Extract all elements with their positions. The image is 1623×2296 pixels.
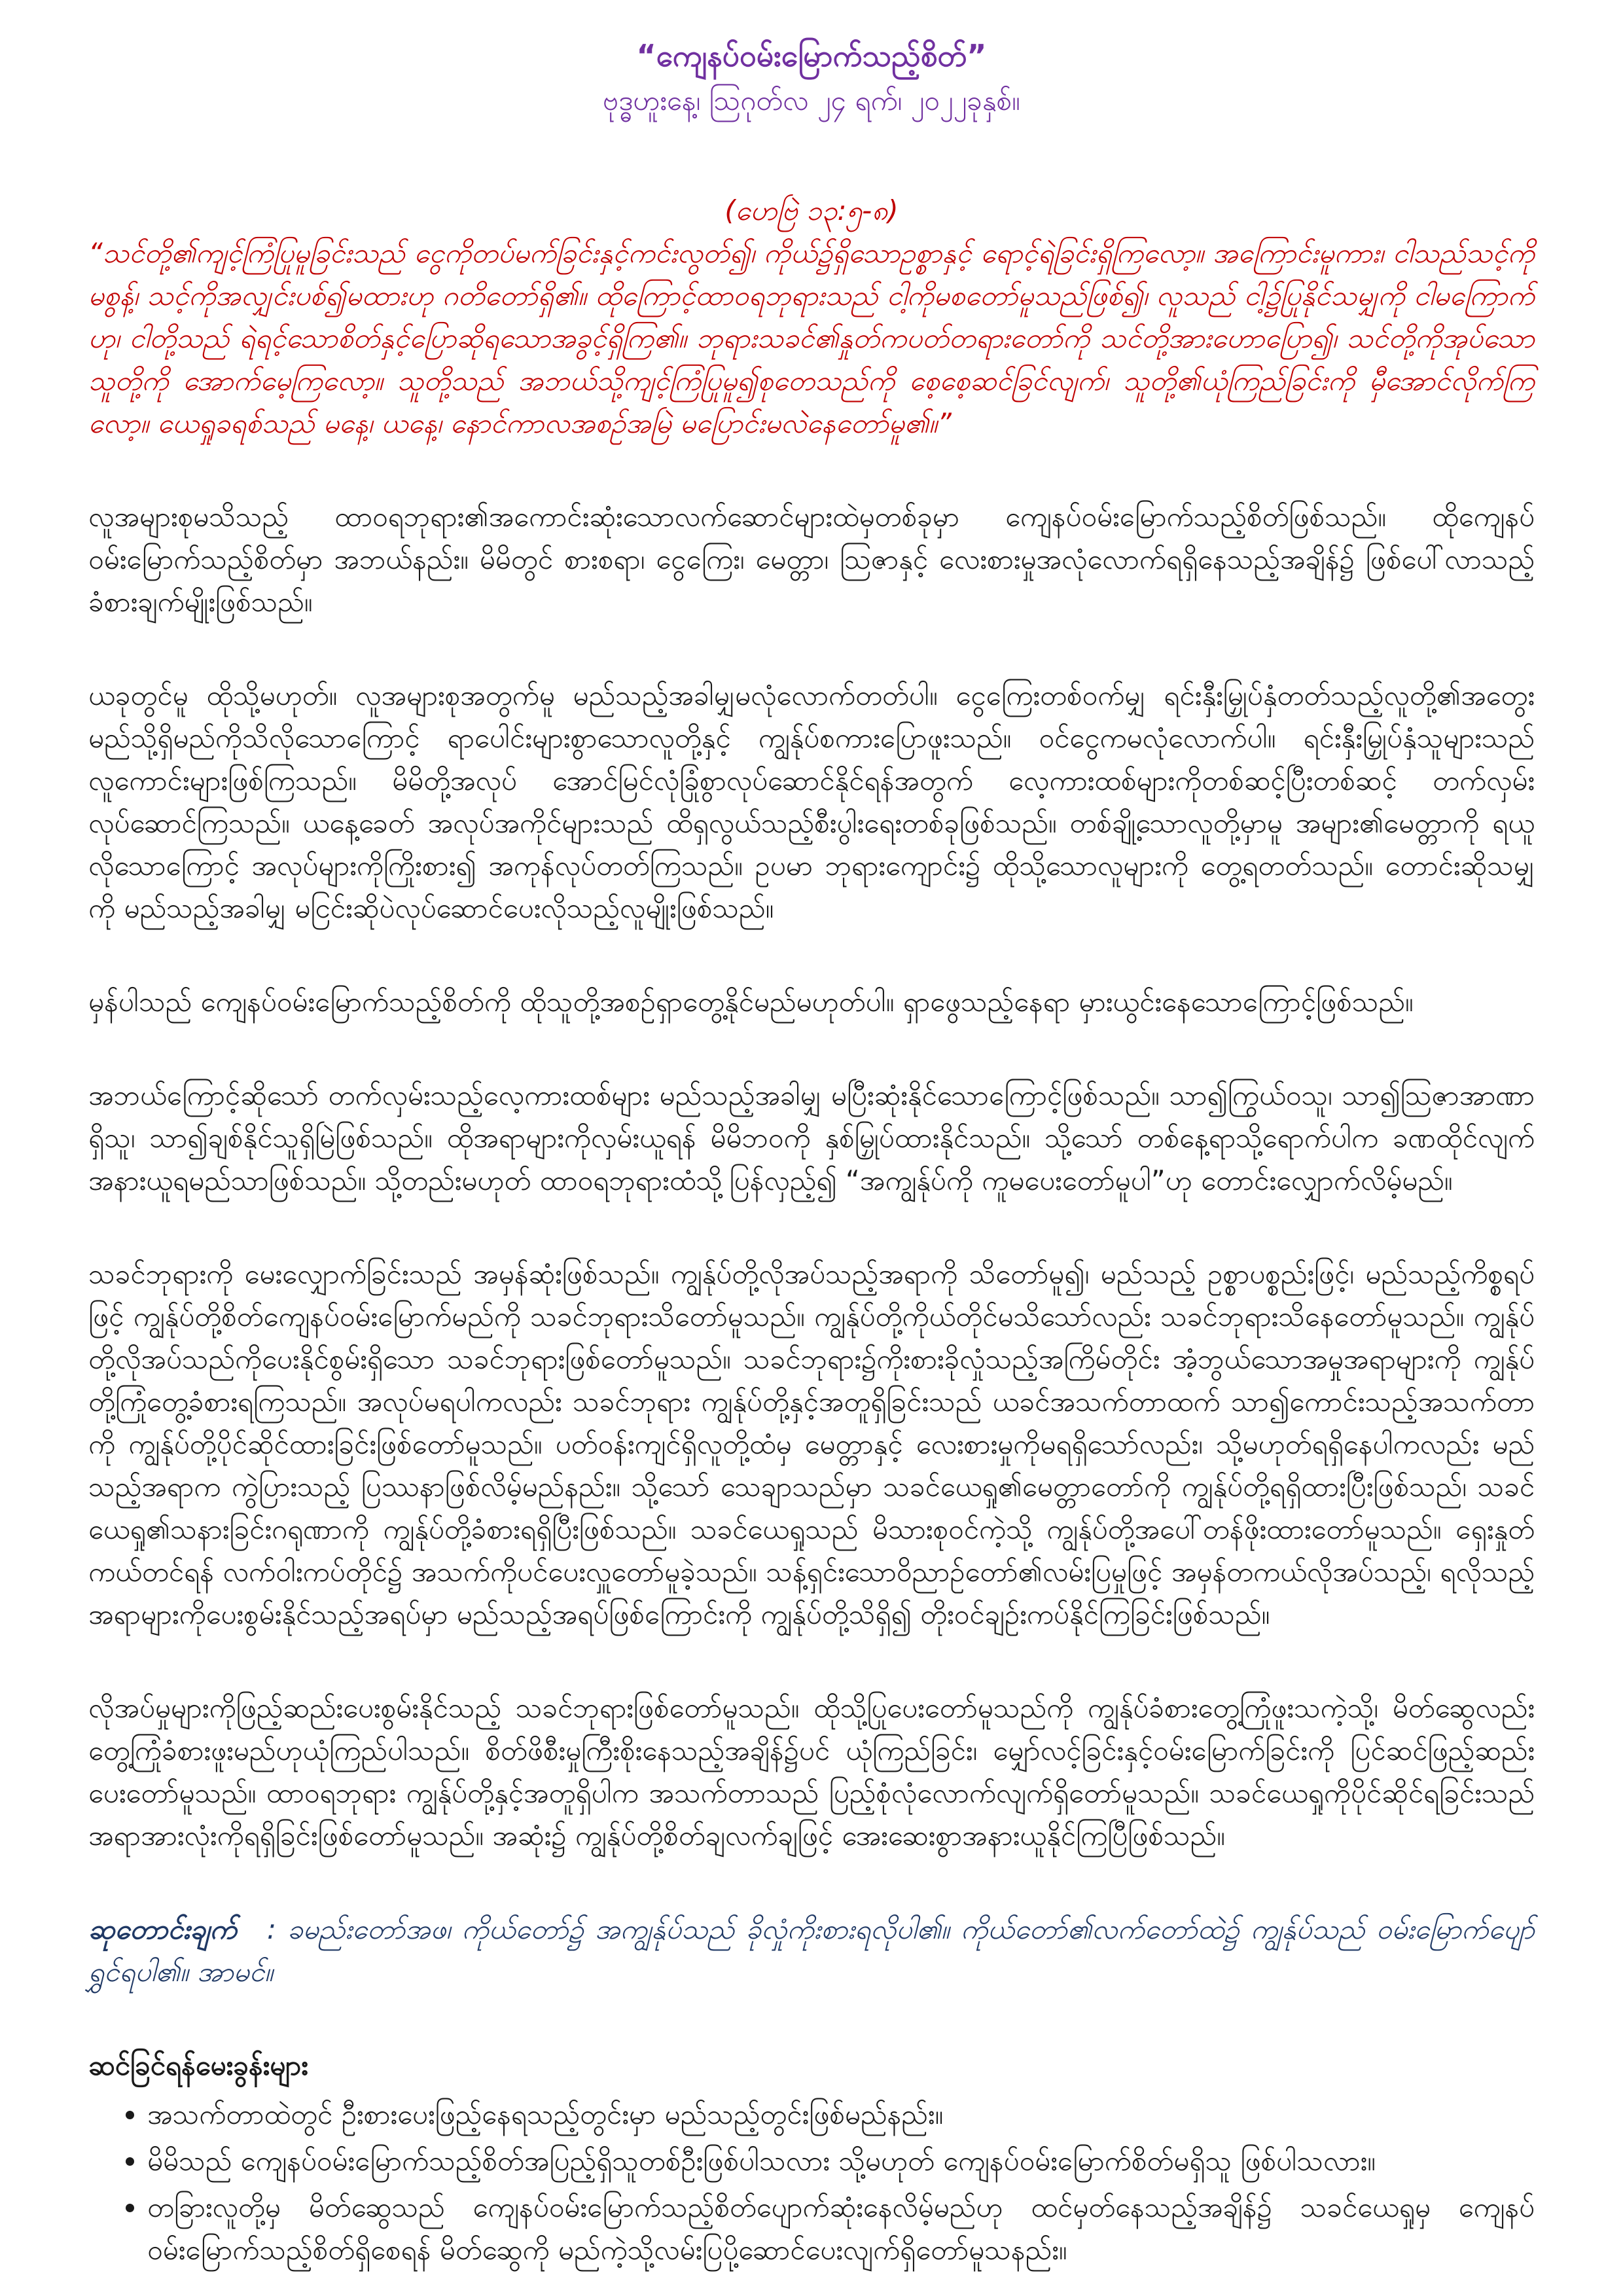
prayer-section bbox=[88, 1908, 1535, 1993]
spacer bbox=[88, 623, 1535, 674]
devotional-page bbox=[88, 33, 1535, 2275]
spacer bbox=[88, 1636, 1535, 1687]
devotional-title: “ကျေနပ်ဝမ်းမြောက်သည့်စိတ်” bbox=[636, 38, 987, 73]
spacer bbox=[88, 1202, 1535, 1253]
spacer bbox=[88, 1857, 1535, 1908]
spacer bbox=[88, 1023, 1535, 1074]
list-item: • တခြားလူတို့မှ မိတ်ဆွေသည် ကျေနပ်ဝမ်းမြောက်သည့်စိတ်ပျောက်ဆုံးနေလိမ့်မည်ဟု ထင်မှတ်နေသည့်အချိန်၌ သခင်ယေရှုမှ ကျေနပ်ဝမ်းမြောက်သည့်စိတ်ရှိစေရန် မိတ်ဆွေကို မည်ကဲ့သို့လမ်းပြပို့ဆောင်ပေးလျက်ရှိတော်မူသနည်း။ bbox=[147, 2186, 1535, 2271]
spacer bbox=[88, 444, 1535, 495]
list-item: • မိမိသည် ကျေနပ်ဝမ်းမြောက်သည့်စိတ်အပြည့်ရှိသူတစ်ဦးဖြစ်ပါသလား သို့မဟုတ် ကျေနပ်ဝမ်းမြောက်စိတ်မရှိသူ ဖြစ်ပါသလား။ bbox=[147, 2140, 1535, 2182]
body-paragraph: မှန်ပါသည် ကျေနပ်ဝမ်းမြောက်သည့်စိတ်ကို ထိုသူတို့အစဉ်ရှာတွေ့နိုင်မည်မဟုတ်ပါ။ ရှာဖွေသည့်နေရာ မှားယွင်းနေသောကြောင့်ဖြစ်သည်။ bbox=[88, 986, 1414, 1018]
body-paragraph: ယခုတွင်မူ ထိုသို့မဟုတ်။ လူအများစုအတွက်မူ မည်သည့်အခါမျှမလုံလောက်တတ်ပါ။ ငွေကြေးတစ်ဝက်မျှ ရင်းနှီးမြှုပ်နှံတတ်သည့်လူတို့၏အတွေး မည်သို့ရှိမည်ကိုသိလိုသောကြောင့် ရာပေါင်းများစွာသောလူတို့နှင့် ကျွန်ုပ်စကားပြောဖူးသည်။ ဝင်ငွေကမလုံလောက်ပါ။ ရင်းနှီးမြှုပ်နှံသူများသည် လူကောင်းများဖြစ်ကြသည်။ မိမိတို့အလုပ် အောင်မြင်လုံခြုံစွာလုပ်ဆောင်နိုင်ရန်အတွက် လေ့ကားထစ်များကိုတစ်ဆင့်ပြီးတစ်ဆင့် တက်လှမ်းလုပ်ဆောင်ကြသည်။ ယနေ့ခေတ် အလုပ်အကိုင်များသည် ထိရှလွယ်သည့်စီးပွါးရေးတစ်ခုဖြစ်သည်။ တစ်ချို့သောလူတို့မှာမူ အများ၏မေတ္တာကို ရယူလိုသောကြောင့် အလုပ်များကိုကြိုးစား၍ အကုန်လုပ်တတ်ကြသည်။ ဥပမာ ဘုရားကျောင်း၌ ထိုသို့သောလူများကို တွေ့ရတတ်သည်။ တောင်းဆိုသမျှကို မည်သည့်အခါမျှ မငြင်းဆိုပဲလုပ်ဆောင်ပေးလိုသည့်လူမျိုးဖြစ်သည်။ bbox=[88, 679, 1535, 924]
questions-heading: ဆင်ခြင်ရန်မေးခွန်းများ bbox=[88, 2049, 308, 2081]
body-paragraph: အဘယ်ကြောင့်ဆိုသော် တက်လှမ်းသည့်လေ့ကားထစ်များ မည်သည့်အခါမျှ မပြီးဆုံးနိုင်သောကြောင့်ဖြစ်သည်။ သာ၍ကြွယ်ဝသူ၊ သာ၍ဩဇာအာဏာရှိသူ၊ သာ၍ချစ်နိုင်သူရှိမြဲဖြစ်သည်။ ထိုအရာများကိုလှမ်းယူရန် မိမိဘဝကို နှစ်မြှုပ်ထားနိုင်သည်။ သို့သော် တစ်နေ့ရာသို့ရောက်ပါက ခဏထိုင်လျက် အနားယူရမည်သာဖြစ်သည်။ သို့တည်းမဟုတ် ထာဝရဘုရားထံသို့ပြန်လှည့်၍ “အကျွန်ုပ်ကို ကူမပေးတော်မူပါ”ဟု တောင်းလျှောက်လိမ့်မည်။ bbox=[88, 1079, 1535, 1196]
list-item: • အသက်တာထဲတွင် ဦးစားပေးဖြည့်နေရသည့်တွင်းမှာ မည်သည့်တွင်းဖြစ်မည်နည်း။ bbox=[147, 2093, 1535, 2136]
spacer bbox=[88, 929, 1535, 980]
prayer-text: : ခမည်းတော်အဖ၊ ကိုယ်တော်၌ အကျွန်ုပ်သည် ခိုလှုံကိုးစားရလိုပါ၏။ ကိုယ်တော်၏လက်တော်ထဲ၌ ကျွန်ုပ်သည် ဝမ်းမြောက်ပျော်ရွှင်ရပါ၏။ အာမင်။ bbox=[88, 1913, 1535, 1988]
devotional-date: ဗုဒ္ဓဟူးနေ့၊ ဩဂုတ်လ ၂၄ ရက်၊ ၂၀၂၂ခုနှစ်။ bbox=[603, 84, 1020, 117]
questions-list bbox=[88, 2093, 1535, 2271]
prayer-label: ဆုတောင်းချက် bbox=[88, 1913, 237, 1945]
scripture-reference: (ဟေဗြဲ ၁၃:၅-၈) bbox=[724, 194, 899, 226]
body-paragraph: လိုအပ်မှုများကိုဖြည့်ဆည်းပေးစွမ်းနိုင်သည့် သခင်ဘုရားဖြစ်တော်မူသည်။ ထိုသို့ပြုပေးတော်မူသည်ကို ကျွန်ုပ်ခံစားတွေ့ကြုံဖူးသကဲ့သို့၊ မိတ်ဆွေလည်း တွေ့ကြုံခံစားဖူးမည်ဟုယုံကြည်ပါသည်။ စိတ်ဖိစီးမှုကြီးစိုးနေသည့်အချိန်၌ပင် ယုံကြည်ခြင်း၊ မျှော်လင့်ခြင်းနှင့်ဝမ်းမြောက်ခြင်းကို ပြင်ဆင်ဖြည့်ဆည်းပေးတော်မူသည်။ ထာဝရဘုရား ကျွန်ုပ်တို့နှင့်အတူရှိပါက အသက်တာသည် ပြည့်စုံလုံလောက်လျက်ရှိတော်မူသည်။ သခင်ယေရှုကိုပိုင်ဆိုင်ရခြင်းသည် အရာအားလုံးကိုရရှိခြင်းဖြစ်တော်မူသည်။ အဆုံး၌ ကျွန်ုပ်တို့စိတ်ချလက်ချဖြင့် အေးဆေးစွာအနားယူနိုင်ကြပြီဖြစ်သည်။ bbox=[88, 1692, 1535, 1852]
spacer bbox=[88, 1993, 1535, 2044]
scripture-quote: “သင်တို့၏ကျင့်ကြံပြုမူခြင်းသည် ငွေကိုတပ်မက်ခြင်းနှင့်ကင်းလွတ်၍၊ ကိုယ်၌ရှိသောဥစ္စာနှင့် ရောင့်ရဲခြင်းရှိကြလော့။ အကြောင်းမူကား၊ ငါသည်သင့်ကိုမစွန့်၊ သင့်ကိုအလျှင်းပစ်၍မထားဟု ဂတိတော်ရှိ၏။ ထိုကြောင့်ထာဝရဘုရားသည် ငါ့ကိုမစတော်မူသည်ဖြစ်၍၊ လူသည် ငါ့၌ပြုနိုင်သမျှကို ငါမကြောက်ဟု၊ ငါတို့သည် ရဲရင့်သောစိတ်နှင့်ပြောဆိုရသောအခွင့်ရှိကြ၏။ ဘုရားသခင်၏နှုတ်ကပတ်တရားတော်ကို သင်တို့အားဟောပြော၍၊ သင်တို့ကိုအုပ်သောသူတို့ကို အောက်မေ့ကြလော့။ သူတို့သည် အဘယ်သို့ကျင့်ကြံပြုမူ၍စုတေသည်ကို စေ့စေ့ဆင်ခြင်လျက်၊ သူတို့၏ယုံကြည်ခြင်းကို မှီအောင်လိုက်ကြလော့။ ယေရှုခရစ်သည် မနေ့၊ ယနေ့၊ နောင်ကာလအစဉ်အမြဲ မပြောင်းမလဲနေတော်မူ၏။” bbox=[88, 237, 1535, 439]
body-paragraph: လူအများစုမသိသည့် ထာဝရဘုရား၏အကောင်းဆုံးသောလက်ဆောင်များထဲမှတစ်ခုမှာ ကျေနပ်ဝမ်းမြောက်သည့်စိတ်ဖြစ်သည်။ ထိုကျေနပ်ဝမ်းမြောက်သည့်စိတ်မှာ အဘယ်နည်း။ မိမိတွင် စားစရာ၊ ငွေကြေး၊ မေတ္တာ၊ ဩဇာနှင့် လေးစားမှုအလုံလောက်ရရှိနေသည့်အချိန်၌ ဖြစ်ပေါ်လာသည့်ခံစားချက်မျိုးဖြစ်သည်။ bbox=[88, 501, 1535, 618]
body-paragraph: သခင်ဘုရားကို မေးလျှောက်ခြင်းသည် အမှန်ဆုံးဖြစ်သည်။ ကျွန်ုပ်တို့လိုအပ်သည့်အရာကို သိတော်မူ၍၊ မည်သည့် ဥစ္စာပစ္စည်းဖြင့်၊ မည်သည့်ကိစ္စရပ်ဖြင့် ကျွန်ုပ်တို့စိတ်ကျေနပ်ဝမ်းမြောက်မည်ကို သခင်ဘုရားသိတော်မူသည်။ ကျွန်ုပ်တို့ကိုယ်တိုင်မသိသော်လည်း သခင်ဘုရားသိနေတော်မူသည်။ ကျွန်ုပ်တို့လိုအပ်သည်ကိုပေးနိုင်စွမ်းရှိသော သခင်ဘုရားဖြစ်တော်မူသည်။ သခင်ဘုရား၌ကိုးစားခိုလှုံသည့်အကြိမ်တိုင်း အံ့ဘွယ်သောအမှုအရာများကို ကျွန်ုပ်တို့ကြုံတွေ့ခံစားရကြသည်။ အလုပ်မရပါကလည်း သခင်ဘုရား ကျွန်ုပ်တို့နှင့်အတူရှိခြင်းသည် ယခင်အသက်တာထက် သာ၍ကောင်းသည့်အသက်တာကို ကျွန်ုပ်တို့ပိုင်ဆိုင်ထားခြင်းဖြစ်တော်မူသည်။ ပတ်ဝန်းကျင်ရှိလူတို့ထံမှ မေတ္တာနှင့် လေးစားမှုကိုမရရှိသော်လည်း၊ သို့မဟုတ်ရရှိနေပါကလည်း မည်သည့်အရာက ကွဲပြားသည့် ပြဿနာဖြစ်လိမ့်မည်နည်း။ သို့သော် သေချာသည်မှာ သခင်ယေရှု၏မေတ္တာတော်ကို ကျွန်ုပ်တို့ရရှိထားပြီးဖြစ်သည်၊ သခင်ယေရှု၏သနားခြင်းဂရုဏာကို ကျွန်ုပ်တို့ခံစားရရှိပြီးဖြစ်သည်။ သခင်ယေရှုသည် မိသားစုဝင်ကဲ့သို့ ကျွန်ုပ်တို့အပေါ်တန်ဖိုးထားတော်မူသည်။ ရှေးနှုတ်ကယ်တင်ရန် လက်ဝါးကပ်တိုင်၌ အသက်ကိုပင်ပေးလှူတော်မူခဲ့သည်။ သန့်ရှင်းသောဝိညာဉ်တော်၏လမ်းပြမှုဖြင့် အမှန်တကယ်လိုအပ်သည့်၊ ရလိုသည့်အရာများကိုပေးစွမ်းနိုင်သည့်အရပ်မှာ မည်သည့်အရပ်ဖြစ်ကြောင်းကို ကျွန်ုပ်တို့သိရှိ၍ တိုးဝင်ချဉ်းကပ်နိုင်ကြခြင်းဖြစ်သည်။ bbox=[88, 1258, 1535, 1630]
